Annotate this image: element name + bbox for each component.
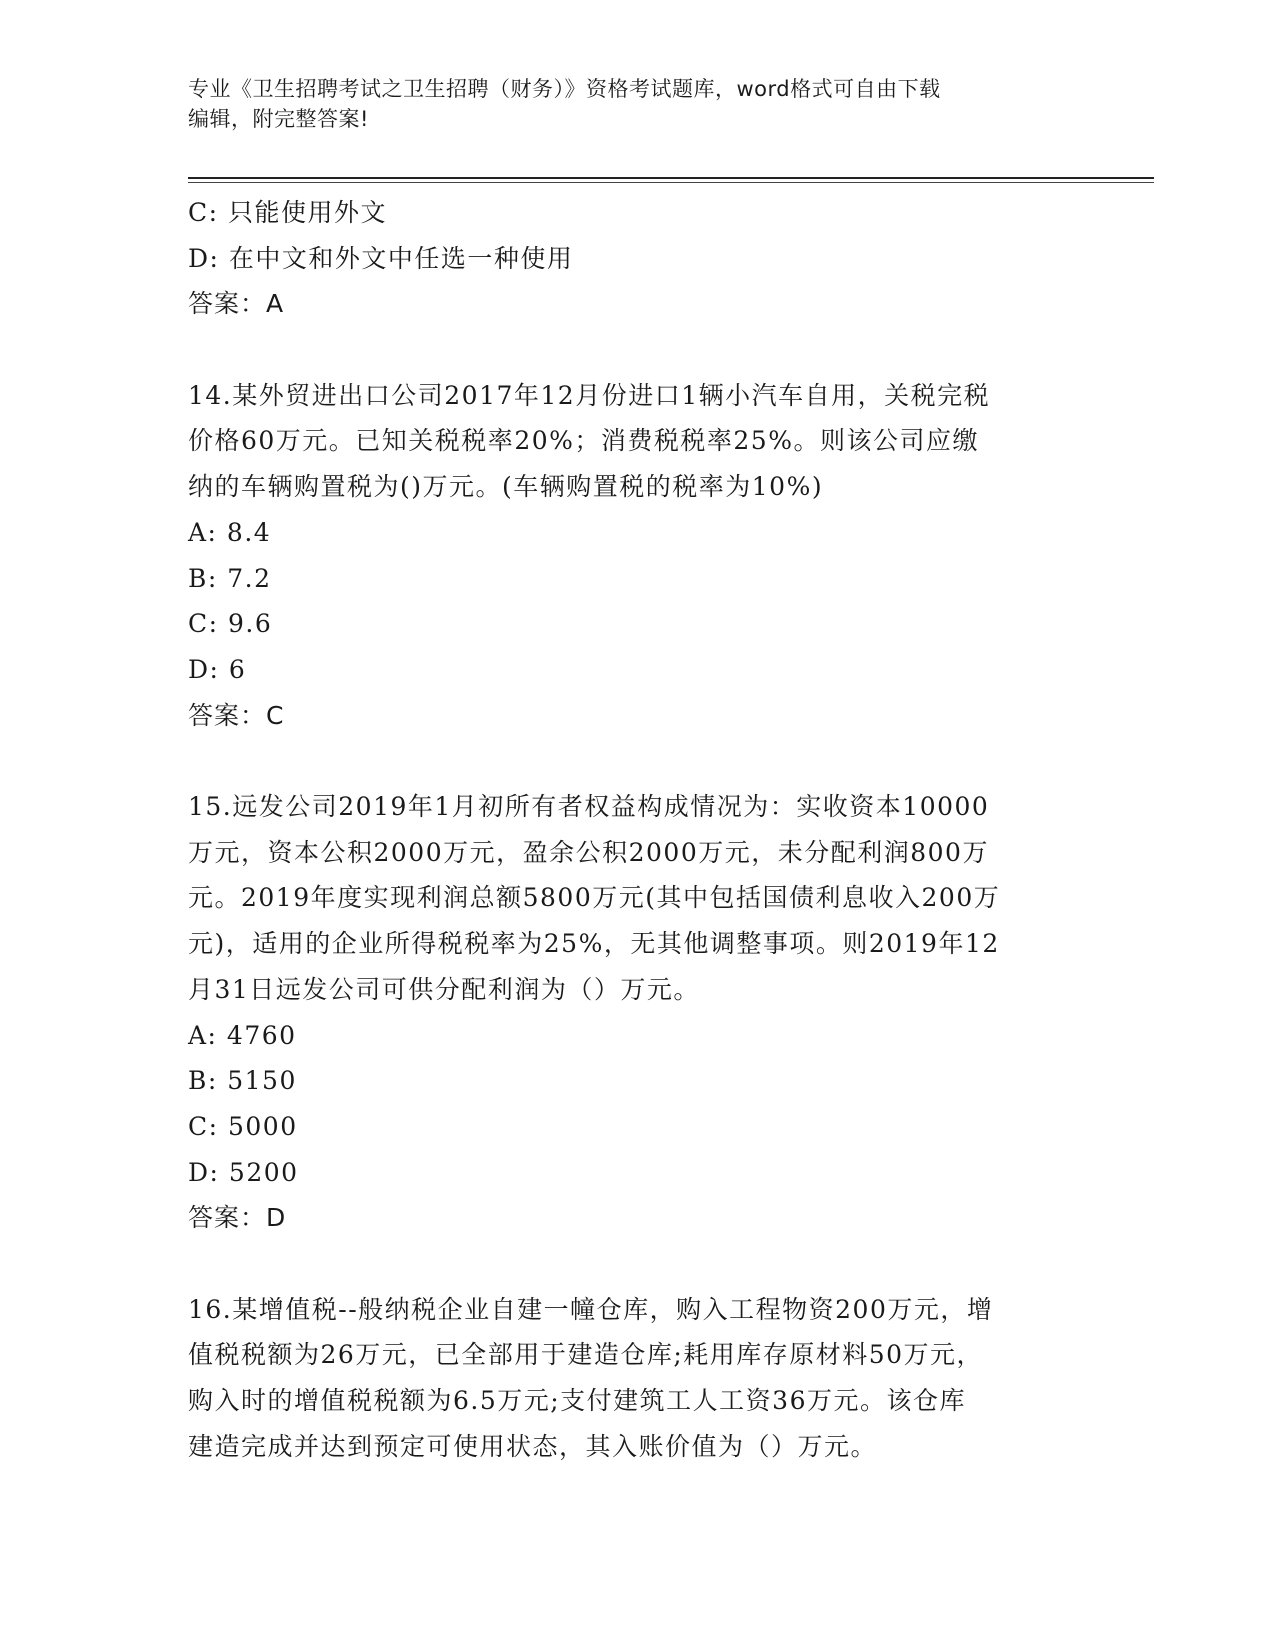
q16-stem <box>188 1287 1088 1470</box>
q16-stem-line: 建造完成并达到预定可使用状态，其入账价值为（）万元。 <box>188 1431 878 1461</box>
q13-option-c: C: 只能使用外文 <box>188 198 387 227</box>
header-divider-thick <box>188 177 1154 179</box>
q15-option-c: C: 5000 <box>188 1111 298 1141</box>
q15-answer: 答案：D <box>188 1203 287 1233</box>
q14-option-c: C: 9.6 <box>188 609 273 639</box>
q15-stem-line: 元。2019年度实现利润总额5800万元(其中包括国债利息收入200万 <box>188 883 1001 913</box>
document-body <box>188 190 1088 1469</box>
q14-option-d: D: 6 <box>188 654 247 684</box>
q14-stem <box>188 373 1088 510</box>
q16-stem-line: 购入时的增值税税额为6.5万元;支付建筑工人工资36万元。该仓库 <box>188 1386 966 1416</box>
q14-option-a: A: 8.4 <box>188 517 272 547</box>
q14-stem-line: 价格60万元。已知关税税率20%；消费税税率25%。则该公司应缴 <box>188 426 979 456</box>
q13-answer: 答案：A <box>188 289 285 319</box>
header-divider-thin <box>188 182 1154 183</box>
document-header <box>188 74 1088 134</box>
q15-stem-line: 月31日远发公司可供分配利润为（）万元。 <box>188 974 700 1004</box>
q14-stem-line: 14.某外贸进出口公司2017年12月份进口1辆小汽车自用，关税完税 <box>188 380 991 410</box>
q14-stem-line: 纳的车辆购置税为()万元。(车辆购置税的税率为10%) <box>188 472 824 502</box>
q15-option-b: B: 5150 <box>188 1066 297 1096</box>
q15-option-a: A: 4760 <box>188 1020 297 1050</box>
q13-option-d: D: 在中文和外文中任选一种使用 <box>188 243 574 273</box>
q15-stem-line: 万元，资本公积2000万元，盈余公积2000万元，未分配利润800万 <box>188 837 989 867</box>
header-line-2: 编辑，附完整答案! <box>188 107 369 131</box>
q15-stem-line: 元)，适用的企业所得税税率为25%，无其他调整事项。则2019年12 <box>188 929 1000 959</box>
q14-option-b: B: 7.2 <box>188 563 272 593</box>
q16-stem-line: 值税税额为26万元，已全部用于建造仓库;耗用库存原材料50万元， <box>188 1340 984 1370</box>
q15-stem <box>188 784 1088 1013</box>
q15-option-d: D: 5200 <box>188 1157 299 1187</box>
header-line-1: 专业《卫生招聘考试之卫生招聘（财务）》资格考试题库，word格式可自由下载 <box>188 77 941 101</box>
q14-answer: 答案：C <box>188 700 285 730</box>
q16-stem-line: 16.某增值税--般纳税企业自建一幢仓库，购入工程物资200万元，增 <box>188 1294 994 1324</box>
q15-stem-line: 15.远发公司2019年1月初所有者权益构成情况为：实收资本10000 <box>188 791 990 821</box>
